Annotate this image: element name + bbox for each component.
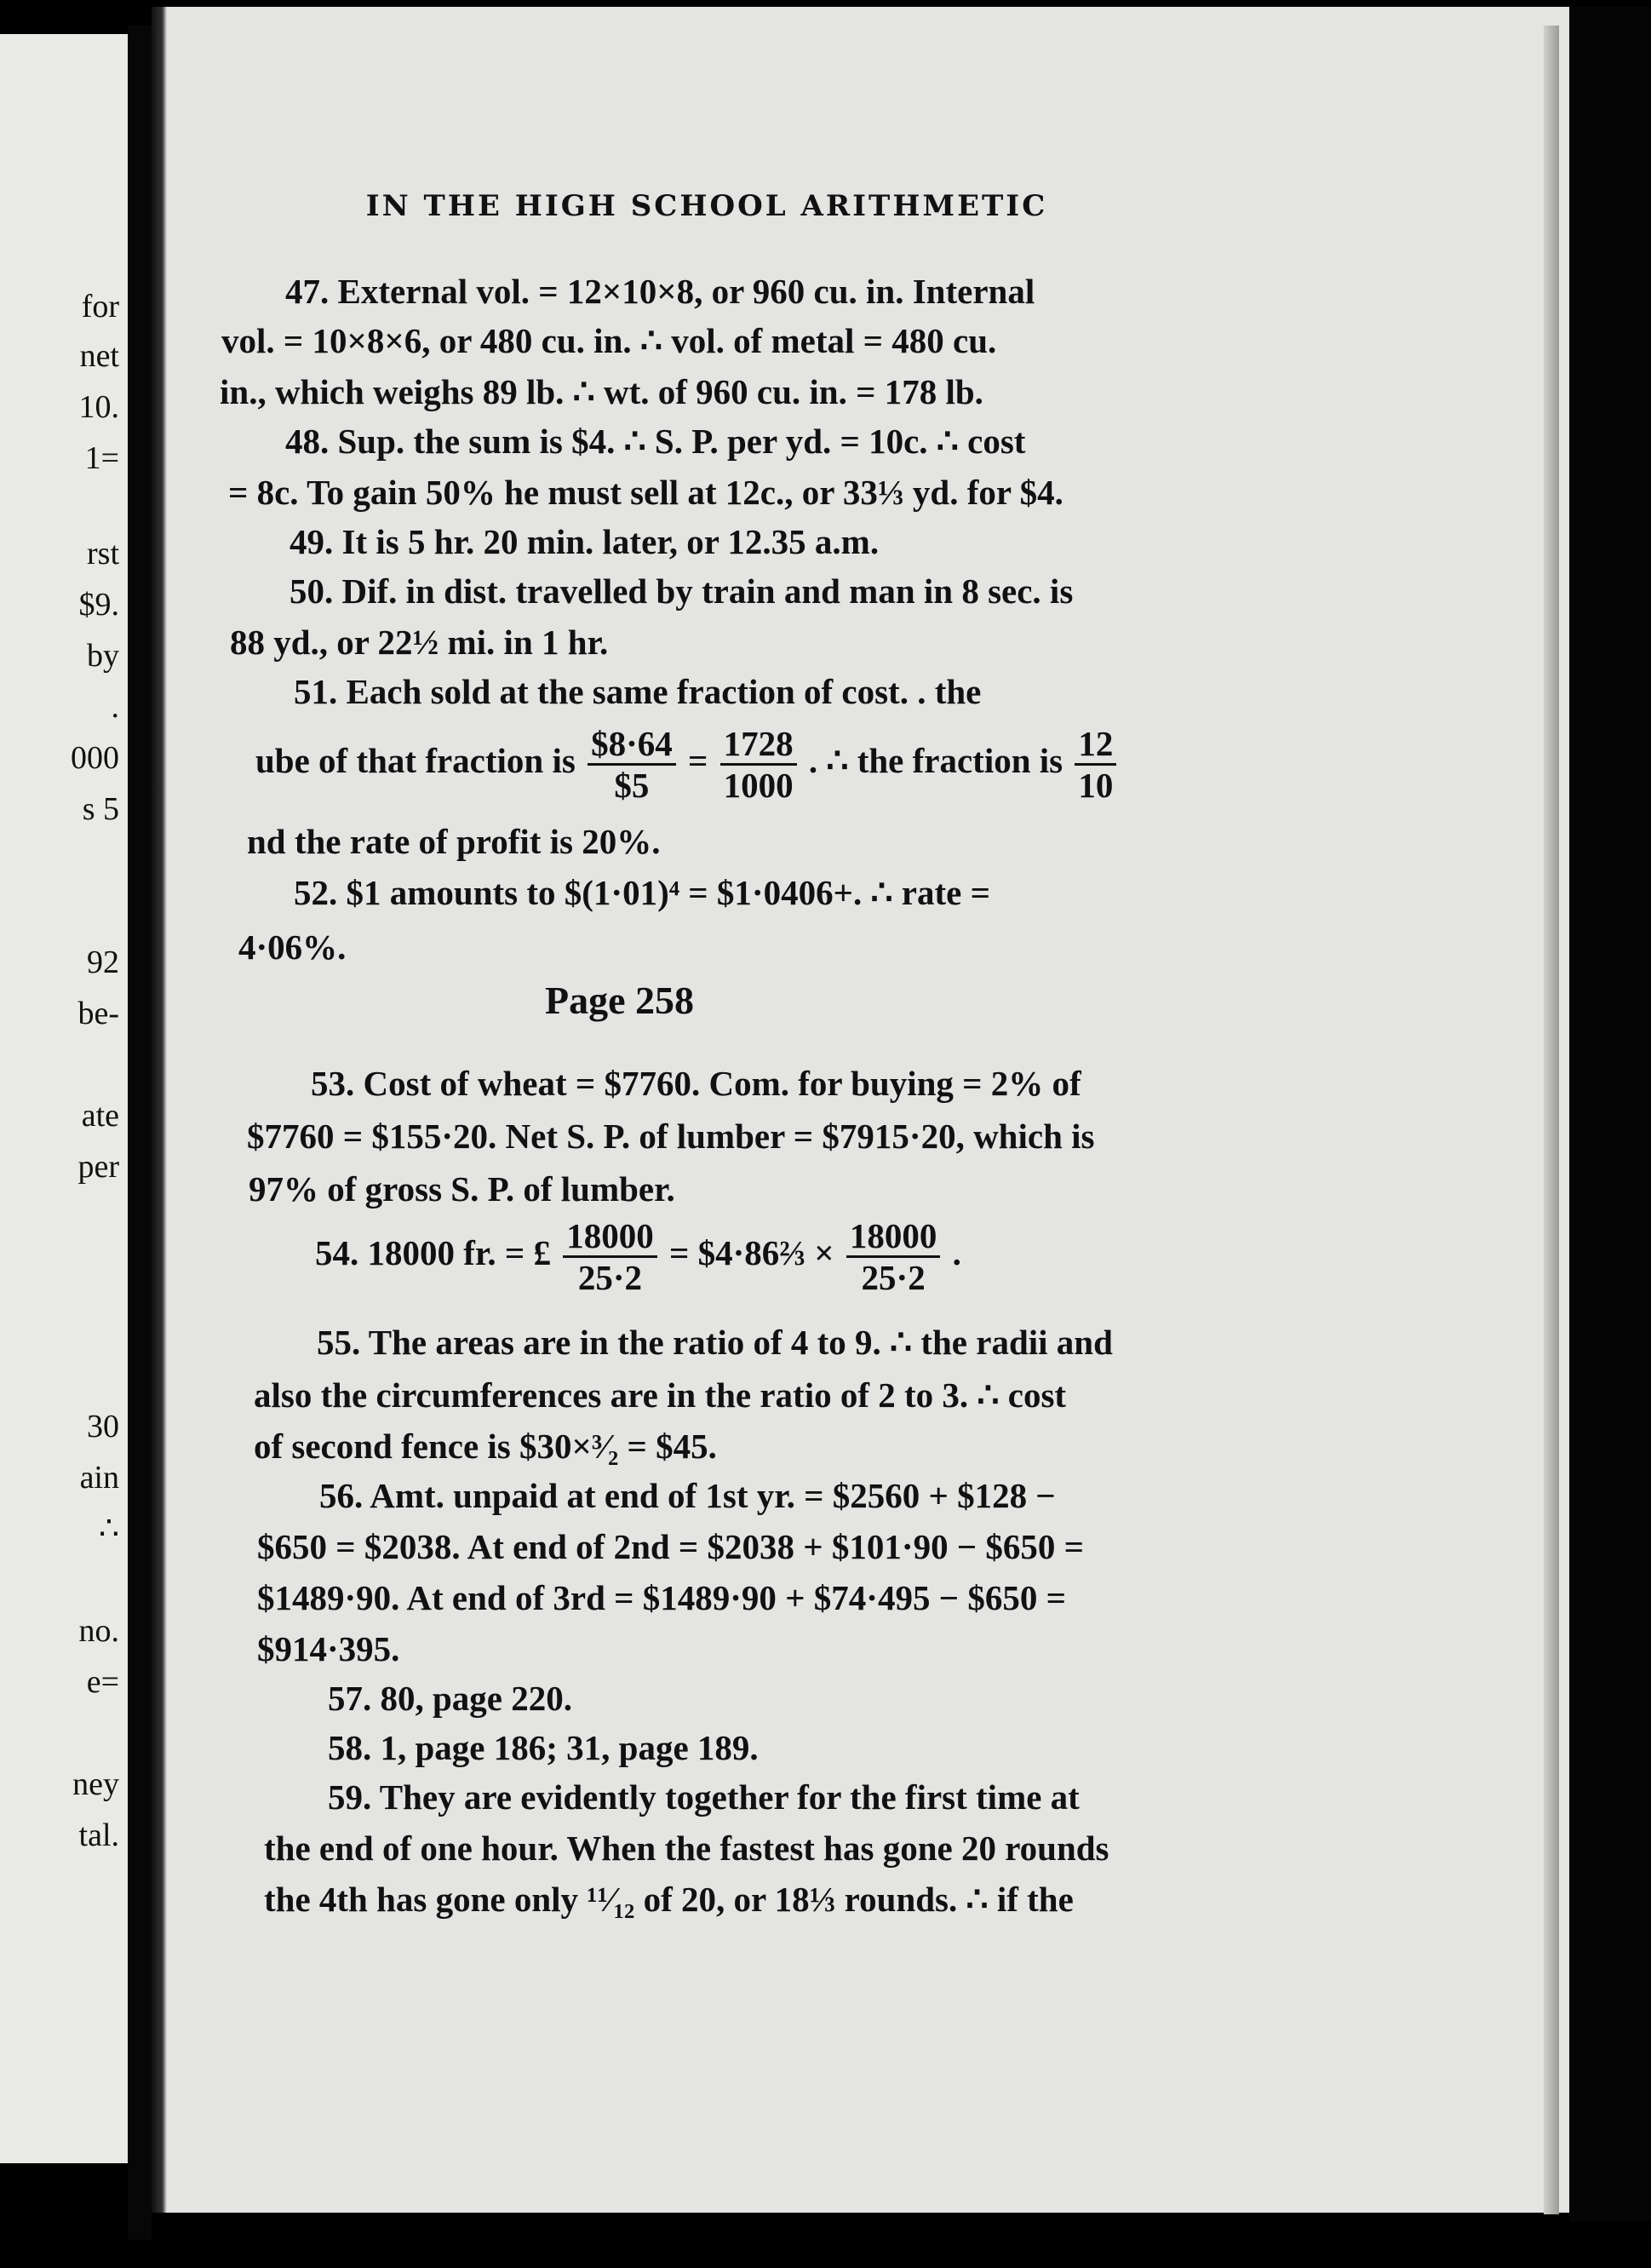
problem-49-line-1: 49. It is 5 hr. 20 min. later, or 12.35 a.m. bbox=[289, 522, 880, 561]
left-fragment: 1= bbox=[84, 440, 119, 476]
problem-54-text-c: . bbox=[952, 1232, 961, 1272]
left-page-fragment bbox=[0, 34, 128, 2163]
problem-56-line-2: $650 = $2038. At end of 2nd = $2038 + $101·90 − $650 = bbox=[257, 1527, 1085, 1566]
problem-51-line-1: 51. Each sold at the same fraction of cost. . the bbox=[294, 672, 982, 711]
problem-59-line-3: the 4th has gone only ¹¹⁄₁₂ of 20, or 18⅓ rounds. ∴ if the bbox=[264, 1880, 1074, 1919]
left-fragment: $9. bbox=[78, 587, 119, 623]
page-heading: Page 258 bbox=[545, 979, 695, 1022]
problem-58-line-1: 58. 1, page 186; 31, page 189. bbox=[328, 1728, 759, 1767]
left-fragment: per bbox=[77, 1149, 119, 1185]
problem-47-line-1: 47. External vol. = 12×10×8, or 960 cu. in. Internal bbox=[285, 272, 1035, 311]
problem-51-text-a: ube of that fraction is bbox=[255, 740, 576, 780]
left-fragment: for bbox=[81, 289, 119, 324]
left-fragment: ate bbox=[81, 1098, 119, 1134]
left-fragment: rst bbox=[87, 536, 119, 571]
problem-53-line-1: 53. Cost of wheat = $7760. Com. for buying = 2% of bbox=[311, 1064, 1081, 1103]
problem-55-line-1: 55. The areas are in the ratio of 4 to 9. ∴ the radii and bbox=[317, 1323, 1113, 1362]
fraction-18000-over-25-2 bbox=[563, 1216, 657, 1297]
left-fragment: 000 bbox=[71, 740, 119, 776]
problem-51-line-3: nd the rate of profit is 20%. bbox=[247, 822, 661, 861]
problem-56-line-1: 56. Amt. unpaid at end of 1st yr. = $2560 + $128 − bbox=[319, 1476, 1056, 1515]
problem-57-line-1: 57. 80, page 220. bbox=[328, 1679, 572, 1718]
left-fragment: 30 bbox=[87, 1409, 119, 1444]
fraction-denominator: 25·2 bbox=[861, 1258, 926, 1297]
problem-54-line-1 bbox=[315, 1216, 961, 1297]
fraction-numerator: 12 bbox=[1075, 724, 1116, 766]
fraction-numerator: $8·64 bbox=[588, 724, 676, 766]
problem-54-text-b: = $4·86⅔ × bbox=[668, 1232, 834, 1272]
left-fragment: net bbox=[79, 338, 119, 374]
problem-53-line-3: 97% of gross S. P. of lumber. bbox=[249, 1169, 675, 1209]
problem-47-line-2: vol. = 10×8×6, or 480 cu. in. ∴ vol. of metal = 480 cu. bbox=[221, 321, 997, 360]
left-fragment: tal. bbox=[78, 1817, 119, 1853]
problem-51-line-2 bbox=[255, 724, 1120, 805]
problem-48-line-2: = 8c. To gain 50% he must sell at 12c., or 33⅓ yd. for $4. bbox=[228, 473, 1063, 512]
fraction-numerator: 18000 bbox=[846, 1216, 941, 1258]
fraction-1728-over-1000 bbox=[720, 724, 797, 805]
problem-55-line-3: of second fence is $30×³⁄₂ = $45. bbox=[254, 1427, 717, 1466]
fraction-8-64-over-5 bbox=[588, 724, 676, 805]
problem-54-text-a: 54. 18000 fr. = £ bbox=[315, 1232, 551, 1272]
left-fragment: e= bbox=[86, 1664, 119, 1700]
page-spine-shadow bbox=[152, 7, 167, 2213]
fraction-denominator: 10 bbox=[1078, 766, 1114, 805]
left-fragment: . bbox=[111, 689, 119, 725]
problem-53-line-2: $7760 = $155·20. Net S. P. of lumber = $7915·20, which is bbox=[247, 1117, 1095, 1156]
problem-50-line-2: 88 yd., or 22½ mi. in 1 hr. bbox=[230, 623, 609, 662]
problem-52-line-2: 4·06%. bbox=[238, 927, 347, 967]
problem-48-line-1: 48. Sup. the sum is $4. ∴ S. P. per yd. = 10c. ∴ cost bbox=[285, 422, 1026, 461]
problem-59-line-2: the end of one hour. When the fastest has gone 20 rounds bbox=[264, 1829, 1109, 1868]
problem-50-line-1: 50. Dif. in dist. travelled by train and man in 8 sec. is bbox=[289, 571, 1074, 611]
left-fragment: ain bbox=[79, 1460, 119, 1496]
left-fragment: ney bbox=[72, 1766, 119, 1802]
book-gutter bbox=[128, 26, 152, 2240]
equals-sign: = bbox=[688, 740, 708, 780]
running-header: IN THE HIGH SCHOOL ARITHMETIC bbox=[365, 189, 1048, 223]
problem-56-line-4: $914·395. bbox=[257, 1629, 400, 1668]
problem-56-line-3: $1489·90. At end of 3rd = $1489·90 + $74·495 − $650 = bbox=[257, 1578, 1066, 1617]
left-fragment: 10. bbox=[78, 389, 119, 425]
left-fragment: be- bbox=[77, 996, 119, 1031]
fraction-numerator: 1728 bbox=[720, 724, 797, 766]
problem-51-text-b: . ∴ the fraction is bbox=[808, 740, 1063, 780]
left-fragment: no. bbox=[78, 1613, 119, 1649]
left-fragment: by bbox=[87, 638, 119, 674]
problem-59-line-1: 59. They are evidently together for the first time at bbox=[328, 1777, 1080, 1817]
fraction-18000-over-25-2 bbox=[846, 1216, 941, 1297]
fraction-denominator: $5 bbox=[614, 766, 650, 805]
left-fragment: 92 bbox=[87, 945, 119, 980]
page-edge bbox=[1544, 26, 1559, 2214]
fraction-12-over-10 bbox=[1075, 724, 1116, 805]
left-fragment: ∴ bbox=[98, 1511, 119, 1547]
scan-border bbox=[1569, 7, 1651, 2221]
fraction-denominator: 25·2 bbox=[577, 1258, 643, 1297]
problem-52-line-1: 52. $1 amounts to $(1·01)⁴ = $1·0406+. ∴ rate = bbox=[294, 873, 990, 912]
fraction-denominator: 1000 bbox=[723, 766, 794, 805]
left-fragment: s 5 bbox=[82, 791, 119, 827]
problem-55-line-2: also the circumferences are in the ratio of 2 to 3. ∴ cost bbox=[254, 1375, 1067, 1415]
problem-47-line-3: in., which weighs 89 lb. ∴ wt. of 960 cu. in. = 178 lb. bbox=[220, 372, 983, 411]
fraction-numerator: 18000 bbox=[563, 1216, 657, 1258]
